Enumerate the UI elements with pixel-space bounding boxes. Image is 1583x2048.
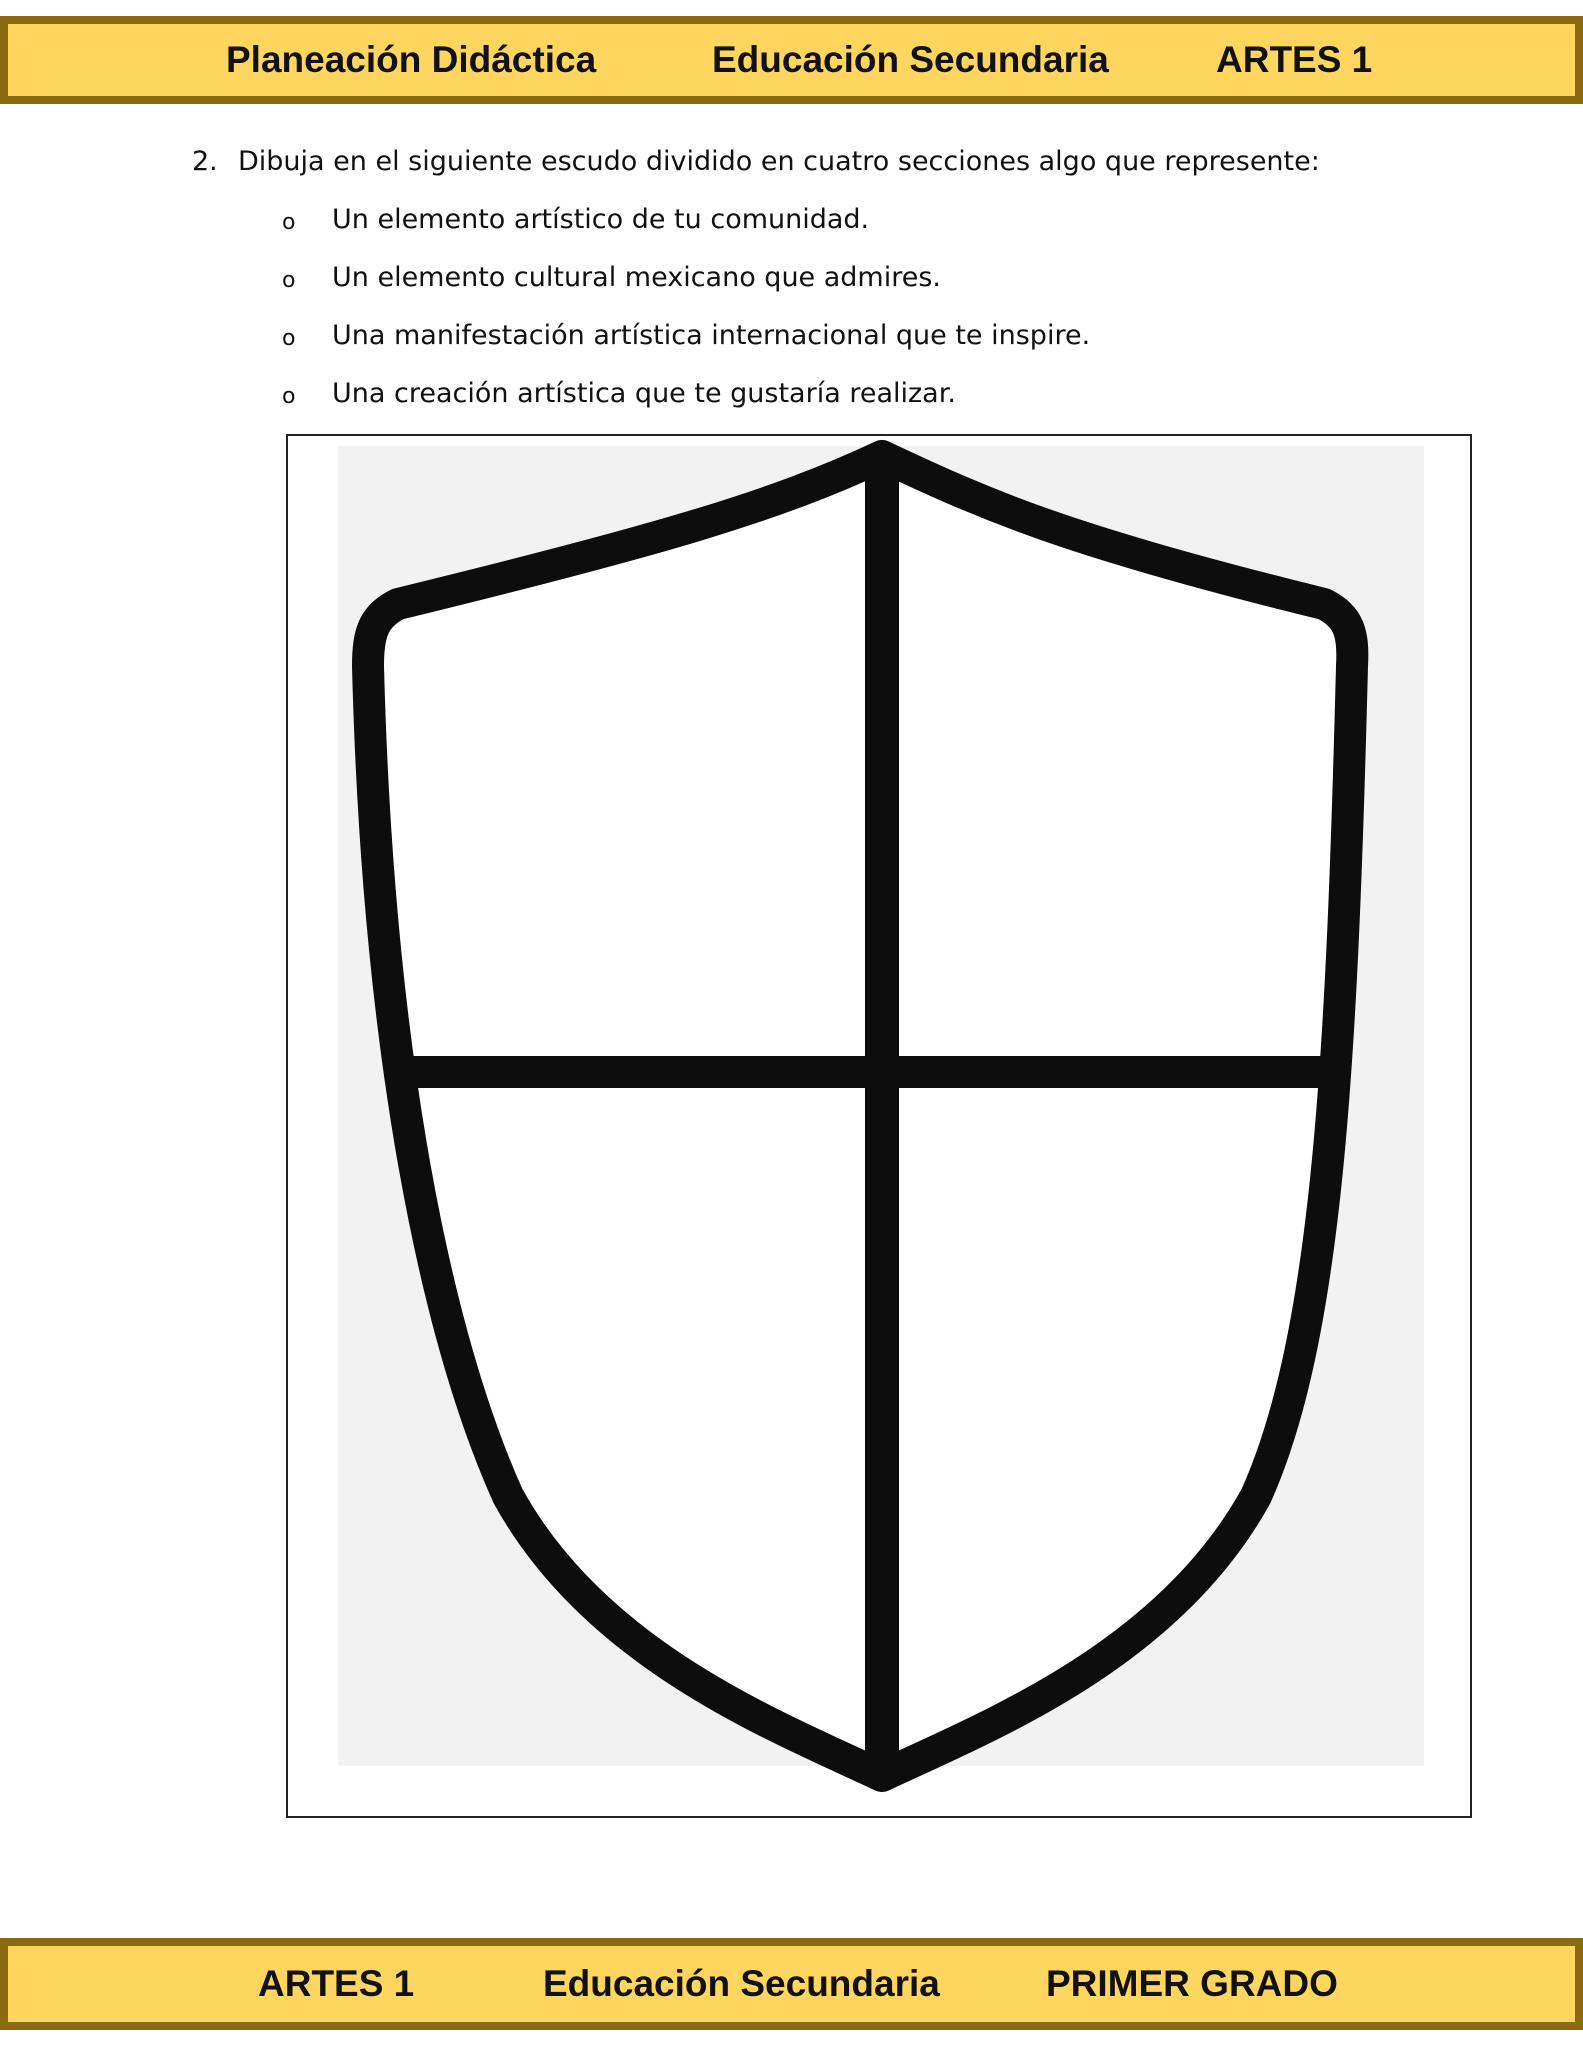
list-item-text: Un elemento artístico de tu comunidad. <box>332 204 870 235</box>
shield-frame <box>286 434 1472 1818</box>
list-item <box>282 262 1090 320</box>
list-item-text: Una creación artística que te gustaría realizar. <box>332 378 956 409</box>
bullet-list <box>282 204 1090 436</box>
shield-drawing[interactable] <box>288 436 1470 1816</box>
header-title-right: ARTES 1 <box>1216 39 1373 80</box>
bullet-circle-icon: o <box>282 268 296 293</box>
header-title-left: Planeación Didáctica <box>226 39 597 80</box>
footer-title-center: Educación Secundaria <box>543 1963 940 2004</box>
bullet-circle-icon: o <box>282 326 296 351</box>
list-item <box>282 320 1090 378</box>
list-item-text: Una manifestación artística internacional que te inspire. <box>332 320 1091 351</box>
instruction-number: 2. <box>192 146 218 177</box>
header-banner <box>0 16 1583 104</box>
instruction <box>192 146 1320 177</box>
bullet-circle-icon: o <box>282 210 296 235</box>
header-title-center: Educación Secundaria <box>712 39 1109 80</box>
footer-title-right: PRIMER GRADO <box>1046 1963 1338 2004</box>
list-item <box>282 204 1090 262</box>
footer-title-left: ARTES 1 <box>258 1963 415 2004</box>
footer-banner <box>0 1938 1583 2030</box>
list-item-text: Un elemento cultural mexicano que admires. <box>332 262 942 293</box>
list-item <box>282 378 1090 436</box>
bullet-circle-icon: o <box>282 384 296 409</box>
instruction-text: Dibuja en el siguiente escudo dividido en cuatro secciones algo que represente: <box>238 146 1320 177</box>
